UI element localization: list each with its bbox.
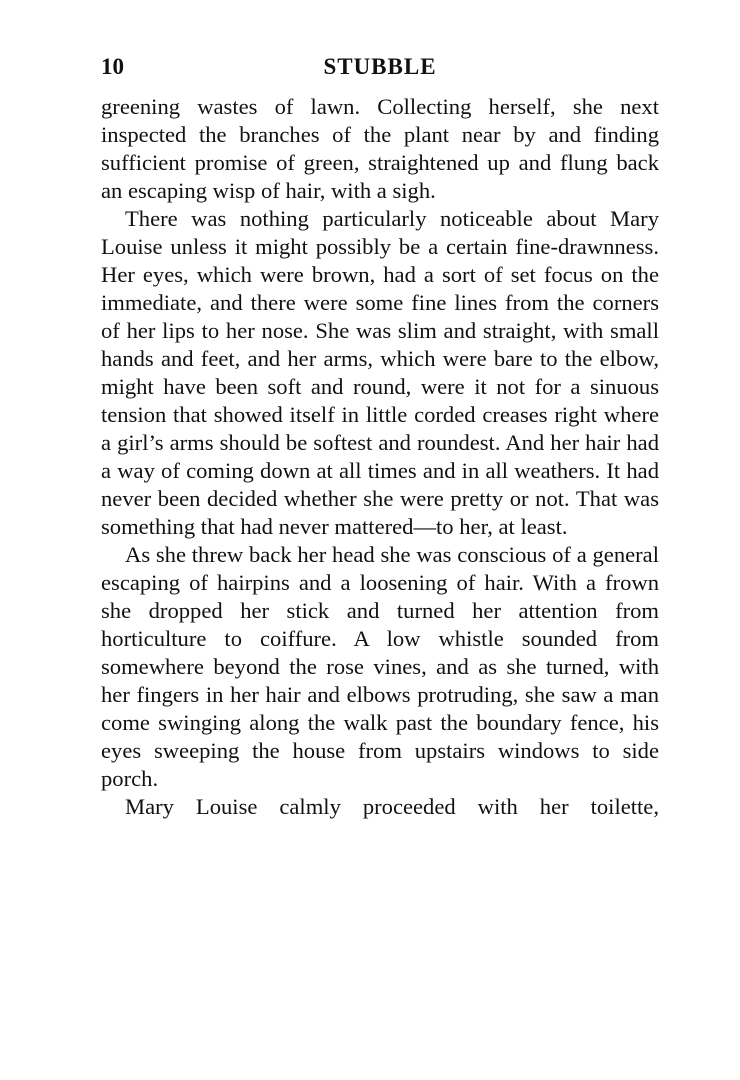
page-number: 10 (101, 54, 124, 79)
book-page (101, 52, 659, 821)
running-head (101, 52, 659, 82)
running-title: STUBBLE (323, 54, 437, 79)
paragraph-3: As she threw back her head she was conscious of a general escaping of hairpins and a loosening of hair. With a frown she dropped her stick and turned her attention from horticulture to coiffure. A low whistle sounded from somewhere beyond the rose vines, and as she turned, with her fingers in her hair and elbows protruding, she saw a man come swinging along the walk past the boundary fence, his eyes sweeping the house from upstairs windows to side porch. (101, 542, 659, 791)
body-text (101, 93, 659, 821)
paragraph-2: There was nothing particularly noticeable about Mary Louise unless it might possibly be a certain fine-drawnness. Her eyes, which were brown, had a sort of set focus on the immediate, and there were some fine lines from the corners of her lips to her nose. She was slim and straight, with small hands and feet, and her arms, which were bare to the elbow, might have been soft and round, were it not for a sinuous tension that showed itself in little corded creases right where a girl’s arms should be softest and roundest. And her hair had a way of coming down at all times and in all weathers. It had never been decided whether she were pretty or not. That was something that had never mattered—to her, at least. (101, 206, 659, 539)
paragraph-1: greening wastes of lawn. Collecting herself, she next inspected the branches of the plant near by and finding sufficient promise of green, straightened up and flung back an escaping wisp of hair, with a sigh. (101, 94, 659, 203)
paragraph-4: Mary Louise calmly proceeded with her toilette, (125, 794, 659, 819)
